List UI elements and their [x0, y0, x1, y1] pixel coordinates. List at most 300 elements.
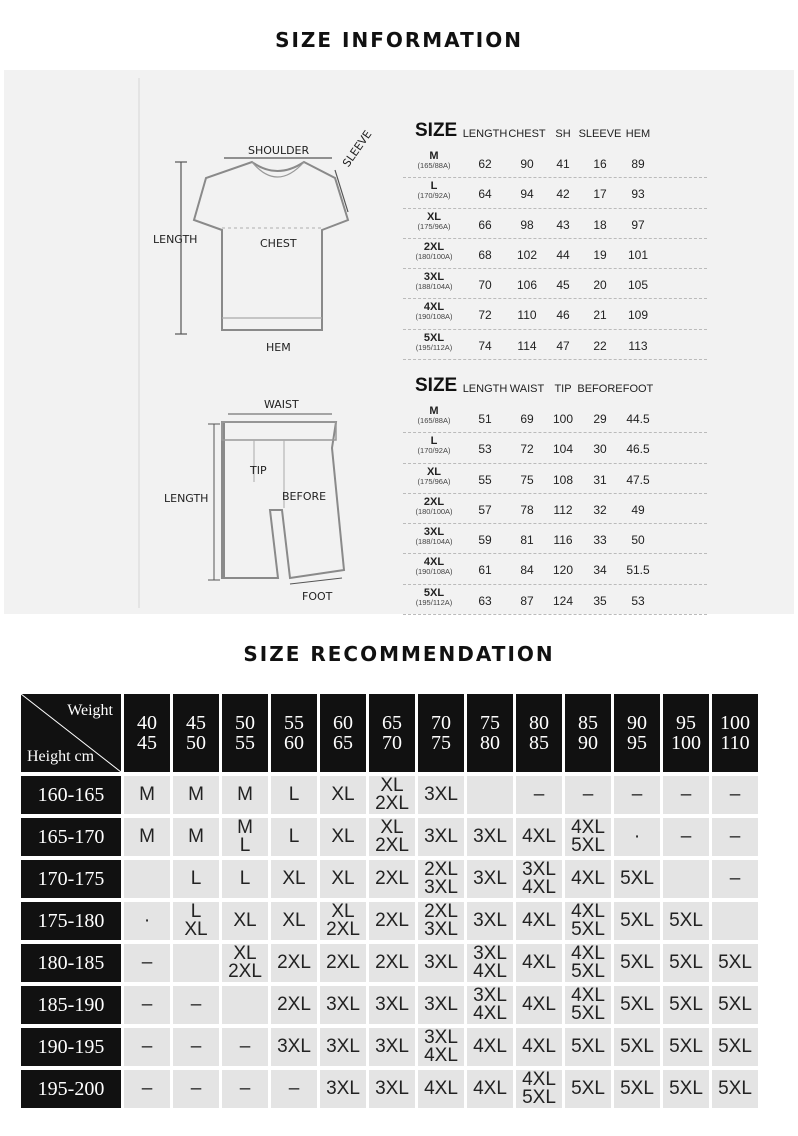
measurement-value: 112: [553, 502, 573, 517]
size-cell: [415, 527, 452, 547]
height-range-label: 165-170: [21, 818, 121, 856]
recommended-size: 5XL: [571, 1078, 605, 1099]
weight-range-header: [663, 694, 709, 772]
recommended-size-cell: [663, 818, 709, 856]
recommended-size-cell: [516, 776, 562, 814]
weight-max: 90: [578, 732, 598, 754]
recommended-size: XL: [331, 826, 355, 847]
recommended-size-cell: [663, 944, 709, 982]
recommended-size-cell: [614, 1028, 660, 1066]
before-label: BEFORE: [282, 490, 327, 503]
recommended-size: 5XL: [522, 1087, 556, 1108]
recommended-size-cell: [614, 860, 660, 898]
recommended-size: 3XL: [375, 1078, 409, 1099]
recommended-size: –: [239, 1078, 251, 1099]
recommended-size-cell: [173, 776, 219, 814]
recommended-size: 2XL: [375, 868, 409, 889]
recommended-size-cell: [565, 944, 611, 982]
size-cell: [415, 272, 452, 292]
measurement-value: 59: [478, 533, 492, 548]
pants-col-header: BEFORE: [577, 383, 623, 395]
shorts-diagram: [160, 410, 360, 610]
recommended-size: XL: [331, 901, 355, 922]
recommended-size: –: [631, 784, 643, 805]
recommended-size: 5XL: [669, 910, 703, 931]
size-information-title: SIZE INFORMATION: [275, 28, 523, 52]
recommended-size: M: [139, 784, 155, 805]
pants-table-heading: SIZE: [415, 375, 458, 396]
shirt-col-header: CHEST: [508, 128, 546, 140]
recommended-size-cell: [614, 818, 660, 856]
recommended-size-cell: [320, 986, 366, 1024]
measurement-value: 94: [520, 187, 534, 202]
foot-label: FOOT: [302, 590, 333, 603]
pants-size-row: [403, 524, 707, 554]
measurement-value: 51: [478, 412, 492, 426]
weight-max: 70: [382, 732, 402, 754]
recommended-size: 4XL: [571, 817, 605, 838]
recommended-size-cell: [516, 860, 562, 898]
recommended-size: 3XL: [375, 994, 409, 1015]
recommended-size: 3XL: [424, 952, 458, 973]
measurement-value: 41: [556, 157, 570, 171]
corner-height-label: Height cm: [27, 748, 95, 765]
size-name: L: [430, 180, 438, 193]
recommended-size: 2XL: [326, 952, 360, 973]
recommended-size: 4XL: [522, 1069, 556, 1090]
measurement-value: 47.5: [626, 472, 650, 487]
shirt-size-row: [403, 178, 707, 208]
pants-size-row: [403, 585, 707, 615]
measurement-value: 17: [593, 187, 607, 202]
recommended-size: –: [729, 826, 741, 847]
recommended-size-cell: [124, 1070, 170, 1108]
pants-size-row: [403, 403, 707, 433]
recommended-size-cell: [516, 944, 562, 982]
recommended-size-cell: [369, 902, 415, 940]
weight-min: 60: [333, 712, 353, 734]
size-cell: [418, 436, 451, 456]
recommended-size-cell: [320, 902, 366, 940]
height-row: [21, 1028, 758, 1066]
recommended-size: 2XL: [326, 919, 360, 940]
pants-size-row: [403, 464, 707, 494]
weight-max: 45: [137, 732, 157, 754]
size-height-code: (165/88A): [417, 161, 451, 170]
measurement-value: 72: [478, 308, 492, 323]
recommended-size: –: [190, 994, 202, 1015]
recommended-size: 5XL: [620, 994, 654, 1015]
recommended-size-cell: [222, 986, 268, 1024]
recommended-size: L: [288, 784, 300, 805]
weight-header-row: [21, 694, 758, 772]
recommended-size: 5XL: [669, 952, 703, 973]
recommended-size-cell: [173, 986, 219, 1024]
recommended-size: 4XL: [522, 877, 556, 898]
shirt-col-header: SH: [555, 128, 571, 140]
recommended-size: 4XL: [571, 901, 605, 922]
weight-min: 70: [431, 712, 451, 734]
size-height-code: (188/104A): [415, 537, 453, 547]
weight-range-header: [516, 694, 562, 772]
measurement-value: 84: [520, 563, 534, 578]
recommended-size-cell: [712, 902, 758, 940]
height-row: [21, 944, 758, 982]
recommended-size-cell: [173, 902, 219, 940]
weight-range-header: [320, 694, 366, 772]
recommended-size: 4XL: [473, 961, 507, 982]
recommended-size: 4XL: [522, 826, 556, 847]
measurement-value: 35: [593, 593, 607, 608]
measurement-value: 55: [478, 472, 492, 487]
pants-length-label: LENGTH: [164, 492, 209, 505]
recommended-size-cell: [712, 1028, 758, 1066]
recommended-size: –: [533, 784, 545, 805]
sleeve-label: SLEEVE: [340, 128, 375, 170]
height-range-label: 175-180: [21, 902, 121, 940]
recommended-size: 2XL: [228, 961, 262, 982]
tip-label: TIP: [250, 464, 267, 477]
recommended-size: 2XL: [375, 910, 409, 931]
recommended-size-cell: [418, 1070, 464, 1108]
recommended-size-cell: [614, 1070, 660, 1108]
measurement-value: 113: [628, 338, 648, 353]
recommended-size-cell: [467, 818, 513, 856]
measurement-value: 50: [631, 533, 645, 548]
weight-range-header: [124, 694, 170, 772]
recommended-size-cell: [418, 818, 464, 856]
recommended-size: 4XL: [473, 1003, 507, 1024]
pants-col-header: FOOT: [622, 383, 654, 395]
measurement-value: 104: [552, 442, 574, 457]
pants-size-row: [403, 554, 707, 584]
recommended-size: 2XL: [375, 952, 409, 973]
recommended-size-cell: [271, 902, 317, 940]
recommended-size-cell: [565, 902, 611, 940]
measurement-value: 46: [556, 308, 570, 323]
measurement-value: 78: [520, 502, 534, 517]
measurement-value: 75: [520, 472, 534, 487]
measurement-value: 21: [593, 308, 607, 323]
size-height-code: (180/100A): [415, 506, 453, 516]
shoulder-label: SHOULDER: [248, 144, 310, 157]
pants-size-table: [403, 375, 713, 615]
recommended-size-cell: [369, 818, 415, 856]
measurement-value: 97: [631, 217, 645, 232]
shirt-size-row: [403, 330, 707, 360]
recommended-size: 5XL: [669, 1078, 703, 1099]
height-range-label: 185-190: [21, 986, 121, 1024]
pants-col-header: TIP: [554, 383, 572, 395]
recommended-size: 4XL: [522, 1036, 556, 1057]
recommended-size: 3XL: [473, 985, 507, 1006]
recommended-size: ·: [143, 910, 151, 931]
size-height-code: (190/108A): [415, 312, 453, 322]
recommended-size: 4XL: [473, 1036, 507, 1057]
recommended-size: 5XL: [571, 919, 605, 940]
recommended-size-cell: [222, 944, 268, 982]
measurement-value: 45: [556, 278, 570, 293]
weight-min: 75: [480, 712, 500, 734]
recommended-size: 5XL: [620, 910, 654, 931]
size-name: 2XL: [423, 240, 445, 253]
size-cell: [416, 333, 453, 353]
size-name: 3XL: [423, 271, 445, 284]
recommended-size: –: [729, 868, 741, 889]
height-range-label: 195-200: [21, 1070, 121, 1108]
recommended-size-cell: [124, 776, 170, 814]
recommended-size-cell: [222, 818, 268, 856]
measurement-value: 116: [553, 533, 573, 548]
recommended-size-cell: [222, 1028, 268, 1066]
recommended-size-cell: [222, 902, 268, 940]
recommended-size-cell: [467, 1028, 513, 1066]
recommended-size: 2XL: [424, 901, 458, 922]
size-cell: [415, 242, 452, 262]
size-name: XL: [426, 465, 442, 478]
measurement-value: 53: [478, 442, 492, 457]
recommended-size: 4XL: [522, 952, 556, 973]
recommended-size: 3XL: [424, 877, 458, 898]
size-recommendation-title: SIZE RECOMMENDATION: [243, 642, 555, 666]
measurement-value: 81: [520, 533, 534, 548]
measurement-value: 70: [478, 278, 492, 293]
recommended-size-cell: [614, 986, 660, 1024]
recommended-size-cell: [124, 902, 170, 940]
measurement-value: 108: [552, 472, 574, 487]
recommended-size-cell: [369, 1028, 415, 1066]
recommended-size: 5XL: [718, 952, 752, 973]
recommended-size: 4XL: [571, 868, 605, 889]
weight-min: 90: [627, 712, 647, 734]
recommended-size-cell: [516, 902, 562, 940]
recommended-size: 4XL: [473, 1078, 507, 1099]
measurement-value: 93: [631, 187, 645, 202]
recommended-size-cell: [712, 818, 758, 856]
recommended-size-cell: [271, 776, 317, 814]
height-range-label: 180-185: [21, 944, 121, 982]
measurement-value: 87: [520, 593, 534, 608]
recommended-size-cell: [271, 1028, 317, 1066]
size-name: XL: [426, 210, 442, 223]
recommended-size: 5XL: [718, 1078, 752, 1099]
recommended-size-cell: [369, 986, 415, 1024]
weight-max: 85: [529, 732, 549, 754]
recommended-size: 3XL: [326, 1036, 360, 1057]
measurement-value: 62: [478, 157, 492, 171]
weight-range-header: [222, 694, 268, 772]
shirt-col-header: HEM: [625, 128, 651, 140]
recommended-size-cell: [222, 860, 268, 898]
weight-max: 55: [235, 732, 255, 754]
height-row: [21, 1070, 758, 1108]
measurement-value: 20: [593, 278, 607, 293]
weight-min: 85: [578, 712, 598, 734]
recommended-size: 5XL: [571, 1003, 605, 1024]
size-height-code: (190/108A): [415, 567, 453, 577]
measurement-value: 63: [478, 593, 492, 608]
recommended-size-cell: [124, 860, 170, 898]
recommended-size-cell: [418, 902, 464, 940]
waist-label: WAIST: [264, 398, 299, 411]
recommended-size-cell: [369, 860, 415, 898]
weight-min: 45: [186, 712, 206, 734]
weight-max: 60: [284, 732, 304, 754]
measurement-value: 42: [556, 187, 570, 202]
measurement-value: 34: [593, 563, 607, 578]
shirt-size-row: [403, 239, 707, 269]
recommended-size-cell: [614, 902, 660, 940]
weight-max: 110: [720, 732, 750, 754]
recommended-size: 2XL: [277, 952, 311, 973]
recommended-size: –: [239, 1036, 251, 1057]
shirt-col-header: SLEEVE: [578, 128, 622, 140]
size-cell: [415, 302, 452, 322]
recommended-size-cell: [712, 776, 758, 814]
height-row: [21, 986, 758, 1024]
size-cell: [418, 406, 451, 426]
corner-weight-label: Weight: [67, 702, 113, 719]
size-height-code: (170/92A): [417, 446, 451, 456]
measurement-value: 89: [631, 157, 645, 171]
weight-range-header: [173, 694, 219, 772]
panel-divider: [138, 78, 140, 608]
measurement-value: 120: [552, 563, 574, 578]
recommended-size-cell: [663, 1028, 709, 1066]
weight-min: 40: [137, 712, 157, 734]
size-cell: [415, 497, 452, 517]
weight-max: 75: [431, 732, 451, 754]
pants-size-row: [403, 494, 707, 524]
recommended-size-cell: [418, 776, 464, 814]
size-cell: [418, 181, 451, 201]
recommended-size-cell: [271, 986, 317, 1024]
recommended-size: –: [729, 784, 741, 805]
size-cell: [418, 151, 451, 171]
size-cell: [418, 467, 451, 487]
size-height-code: (188/104A): [415, 282, 453, 292]
recommended-size-cell: [320, 818, 366, 856]
weight-max: 95: [627, 732, 647, 754]
size-height-code: (180/100A): [415, 251, 453, 261]
weight-range-header: [565, 694, 611, 772]
recommended-size-cell: [467, 902, 513, 940]
shirt-size-row: [403, 209, 707, 239]
recommended-size: –: [141, 952, 153, 973]
recommended-size: –: [288, 1078, 300, 1099]
recommended-size: L: [190, 901, 202, 922]
measurement-value: 109: [627, 308, 649, 323]
size-name: M: [429, 150, 439, 162]
recommended-size: 4XL: [424, 1045, 458, 1066]
size-cell: [416, 588, 453, 608]
recommended-size-cell: [712, 944, 758, 982]
height-range-label: 170-175: [21, 860, 121, 898]
recommended-size: 5XL: [571, 961, 605, 982]
recommended-size-cell: [663, 1070, 709, 1108]
recommended-size-cell: [467, 1070, 513, 1108]
recommended-size-cell: [320, 860, 366, 898]
pants-col-header: LENGTH: [462, 383, 508, 395]
measurement-value: 46.5: [626, 442, 650, 457]
recommended-size: M: [188, 826, 204, 847]
recommended-size: 5XL: [620, 1078, 654, 1099]
recommended-size-cell: [222, 776, 268, 814]
recommended-size-cell: [516, 1070, 562, 1108]
measurement-value: 72: [520, 442, 534, 457]
measurement-value: 90: [520, 157, 534, 171]
weight-range-header: [418, 694, 464, 772]
measurement-value: 110: [517, 308, 537, 323]
recommended-size: 5XL: [620, 868, 654, 889]
weight-min: 100: [720, 712, 750, 734]
recommended-size: 3XL: [522, 859, 556, 880]
recommended-size: 3XL: [326, 994, 360, 1015]
size-name: 4XL: [423, 556, 445, 569]
measurement-value: 31: [593, 472, 607, 487]
shirt-table-heading: SIZE: [415, 120, 458, 141]
recommended-size-cell: [712, 1070, 758, 1108]
weight-max: 80: [480, 732, 500, 754]
measurement-value: 100: [552, 412, 574, 426]
recommended-size-cell: [663, 860, 709, 898]
measurement-value: 49: [631, 502, 645, 517]
shirt-size-table: [403, 120, 713, 360]
recommended-size-cell: [565, 860, 611, 898]
recommended-size-cell: [271, 860, 317, 898]
recommended-size-cell: [124, 944, 170, 982]
hem-label: HEM: [266, 341, 291, 354]
recommended-size-cell: [173, 1028, 219, 1066]
weight-range-header: [712, 694, 758, 772]
measurement-value: 74: [478, 338, 492, 353]
chest-label: CHEST: [260, 237, 297, 250]
size-cell: [415, 557, 452, 577]
height-range-label: 190-195: [21, 1028, 121, 1066]
measurement-value: 32: [593, 502, 607, 517]
recommended-size-cell: [418, 986, 464, 1024]
recommended-size: XL: [331, 868, 355, 889]
recommended-size: XL: [380, 775, 404, 796]
measurement-value: 106: [516, 278, 538, 293]
height-row: [21, 902, 758, 940]
weight-min: 55: [284, 712, 304, 734]
weight-min: 80: [529, 712, 549, 734]
recommended-size: 4XL: [522, 910, 556, 931]
recommended-size-cell: [712, 986, 758, 1024]
measurement-value: 101: [627, 247, 649, 262]
recommended-size: M: [188, 784, 204, 805]
recommended-size: –: [680, 826, 692, 847]
recommended-size-cell: [173, 1070, 219, 1108]
recommended-size-cell: [663, 776, 709, 814]
recommended-size: XL: [380, 817, 404, 838]
recommended-size: 5XL: [571, 1036, 605, 1057]
recommended-size-cell: [320, 944, 366, 982]
pants-col-header: WAIST: [509, 383, 545, 395]
recommended-size-cell: [516, 986, 562, 1024]
recommended-size: 3XL: [473, 910, 507, 931]
measurement-value: 64: [478, 187, 492, 202]
recommended-size: 2XL: [375, 793, 409, 814]
measurement-value: 57: [478, 502, 492, 517]
recommended-size: 3XL: [424, 826, 458, 847]
recommended-size: XL: [184, 919, 208, 940]
size-name: M: [429, 405, 439, 417]
recommended-size: 2XL: [277, 994, 311, 1015]
recommended-size: 3XL: [473, 943, 507, 964]
recommended-size-cell: [124, 986, 170, 1024]
